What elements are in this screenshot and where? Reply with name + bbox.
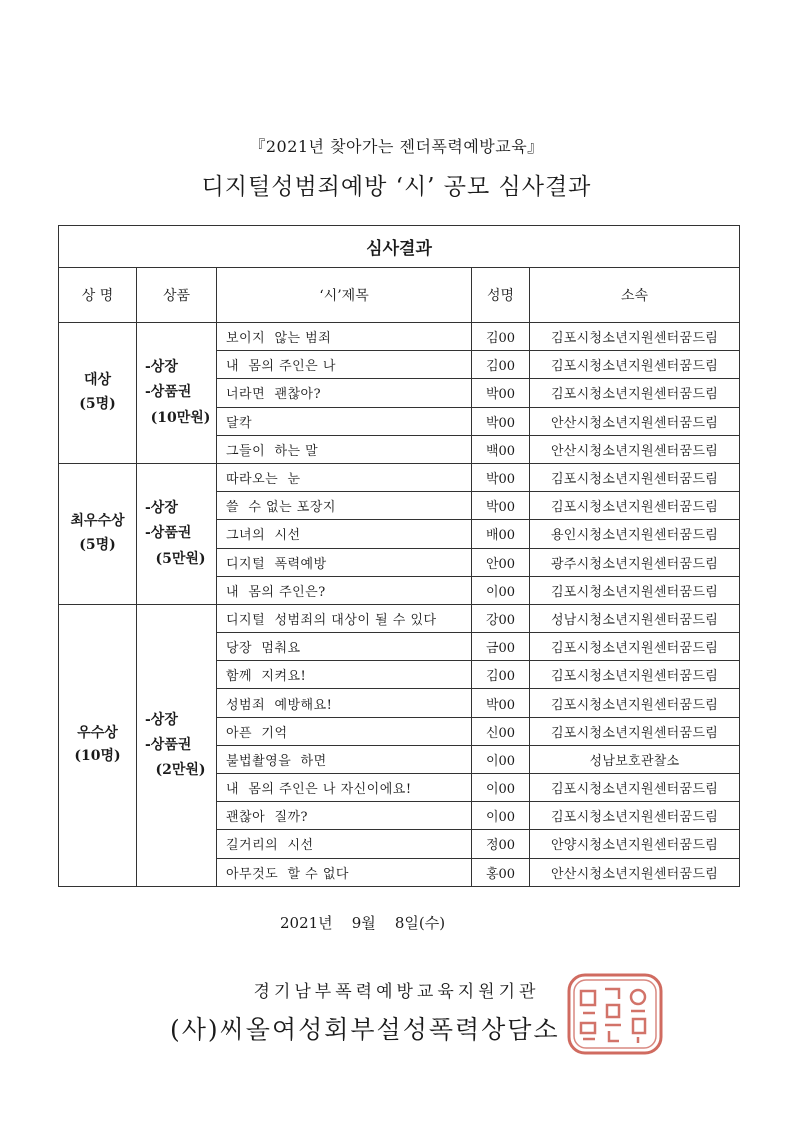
award-cell <box>59 463 137 604</box>
column-header-title: ‘시’제목 <box>217 268 472 323</box>
table-row <box>59 604 740 632</box>
affiliation: 안산시청소년지원센터꿈드림 <box>530 407 740 435</box>
document-date: 2021년 9월 8일(수) <box>280 914 446 932</box>
poem-title: 당장 멈춰요 <box>217 633 472 661</box>
table-row <box>59 323 740 351</box>
poem-title: 디지털 폭력예방 <box>217 548 472 576</box>
poem-title: 그들이 하는 말 <box>217 435 472 463</box>
column-header-award: 상 명 <box>59 268 137 323</box>
poem-title: 내 몸의 주인은 나 자신이에요! <box>217 774 472 802</box>
award-count: (10명) <box>74 748 121 765</box>
poem-title: 길거리의 시선 <box>217 830 472 858</box>
prize-line: -상품권 <box>145 384 192 401</box>
poem-title: 쓸 수 없는 포장지 <box>217 492 472 520</box>
official-seal-icon <box>565 971 665 1057</box>
affiliation: 김포시청소년지원센터꿈드림 <box>530 351 740 379</box>
organization-subname: (사)씨올여성회부설성폭력상담소 <box>170 1015 560 1044</box>
poem-title: 디지털 성범죄의 대상이 될 수 있다 <box>217 604 472 632</box>
affiliation: 김포시청소년지원센터꿈드림 <box>530 492 740 520</box>
affiliation: 김포시청소년지원센터꿈드림 <box>530 689 740 717</box>
participant-name: 안00 <box>472 548 530 576</box>
affiliation: 김포시청소년지원센터꿈드림 <box>530 576 740 604</box>
prize-line: -상장 <box>145 711 178 728</box>
participant-name: 배00 <box>472 520 530 548</box>
affiliation: 성남보호관찰소 <box>530 745 740 773</box>
affiliation: 김포시청소년지원센터꿈드림 <box>530 802 740 830</box>
prize-line: -상품권 <box>145 525 192 542</box>
organization-name: 경기남부폭력예방교육지원기관 <box>253 982 540 1002</box>
participant-name: 김00 <box>472 351 530 379</box>
prize-line: -상장 <box>145 359 178 376</box>
prize-cell <box>137 463 217 604</box>
award-count: (5명) <box>79 536 116 553</box>
table-header-row <box>59 268 740 323</box>
poem-title: 아무것도 할 수 없다 <box>217 858 472 886</box>
participant-name: 이00 <box>472 774 530 802</box>
poem-title: 따라오는 눈 <box>217 463 472 491</box>
participant-name: 이00 <box>472 802 530 830</box>
participant-name: 김00 <box>472 661 530 689</box>
poem-title: 그녀의 시선 <box>217 520 472 548</box>
participant-name: 박00 <box>472 463 530 491</box>
participant-name: 박00 <box>472 379 530 407</box>
award-count: (5명) <box>79 395 116 412</box>
poem-title: 내 몸의 주인은 나 <box>217 351 472 379</box>
document-title: 디지털성범죄예방 ‘시’ 공모 심사결과 <box>201 174 592 200</box>
award-cell <box>59 323 137 464</box>
affiliation: 안산시청소년지원센터꿈드림 <box>530 435 740 463</box>
document-subtitle: 『2021년 찾아가는 젠더폭력예방교육』 <box>249 137 544 156</box>
affiliation: 김포시청소년지원센터꿈드림 <box>530 633 740 661</box>
poem-title: 성범죄 예방해요! <box>217 689 472 717</box>
participant-name: 금00 <box>472 633 530 661</box>
poem-title: 불법촬영을 하면 <box>217 745 472 773</box>
affiliation: 김포시청소년지원센터꿈드림 <box>530 379 740 407</box>
award-name: 최우수상 <box>70 513 125 530</box>
column-header-name: 성명 <box>472 268 530 323</box>
affiliation: 성남시청소년지원센터꿈드림 <box>530 604 740 632</box>
results-table <box>58 225 740 887</box>
poem-title: 괜찮아 질까? <box>217 802 472 830</box>
affiliation: 김포시청소년지원센터꿈드림 <box>530 323 740 351</box>
affiliation: 김포시청소년지원센터꿈드림 <box>530 463 740 491</box>
participant-name: 박00 <box>472 407 530 435</box>
column-header-prize: 상품 <box>137 268 217 323</box>
prize-cell <box>137 604 217 886</box>
participant-name: 신00 <box>472 717 530 745</box>
table-body <box>59 323 740 887</box>
column-header-affiliation: 소속 <box>530 268 740 323</box>
award-cell <box>59 604 137 886</box>
affiliation: 안산시청소년지원센터꿈드림 <box>530 858 740 886</box>
prize-cell <box>137 323 217 464</box>
poem-title: 달칵 <box>217 407 472 435</box>
table-caption: 심사결과 <box>59 226 740 268</box>
award-name: 우수상 <box>77 724 118 741</box>
poem-title: 너라면 괜찮아? <box>217 379 472 407</box>
participant-name: 정00 <box>472 830 530 858</box>
participant-name: 홍00 <box>472 858 530 886</box>
participant-name: 강00 <box>472 604 530 632</box>
affiliation: 김포시청소년지원센터꿈드림 <box>530 717 740 745</box>
poem-title: 함께 지켜요! <box>217 661 472 689</box>
affiliation: 용인시청소년지원센터꿈드림 <box>530 520 740 548</box>
prize-line: -상장 <box>145 500 178 517</box>
poem-title: 아픈 기억 <box>217 717 472 745</box>
participant-name: 이00 <box>472 576 530 604</box>
table-row <box>59 463 740 491</box>
participant-name: 백00 <box>472 435 530 463</box>
affiliation: 광주시청소년지원센터꿈드림 <box>530 548 740 576</box>
affiliation: 안양시청소년지원센터꿈드림 <box>530 830 740 858</box>
participant-name: 박00 <box>472 492 530 520</box>
affiliation: 김포시청소년지원센터꿈드림 <box>530 774 740 802</box>
participant-name: 김00 <box>472 323 530 351</box>
participant-name: 이00 <box>472 745 530 773</box>
prize-line: (5만원) <box>155 550 206 567</box>
prize-line: (2만원) <box>155 761 206 778</box>
prize-line: (10만원) <box>150 409 211 426</box>
affiliation: 김포시청소년지원센터꿈드림 <box>530 661 740 689</box>
poem-title: 보이지 않는 범죄 <box>217 323 472 351</box>
prize-line: -상품권 <box>145 736 192 753</box>
participant-name: 박00 <box>472 689 530 717</box>
poem-title: 내 몸의 주인은? <box>217 576 472 604</box>
award-name: 대상 <box>83 372 112 389</box>
